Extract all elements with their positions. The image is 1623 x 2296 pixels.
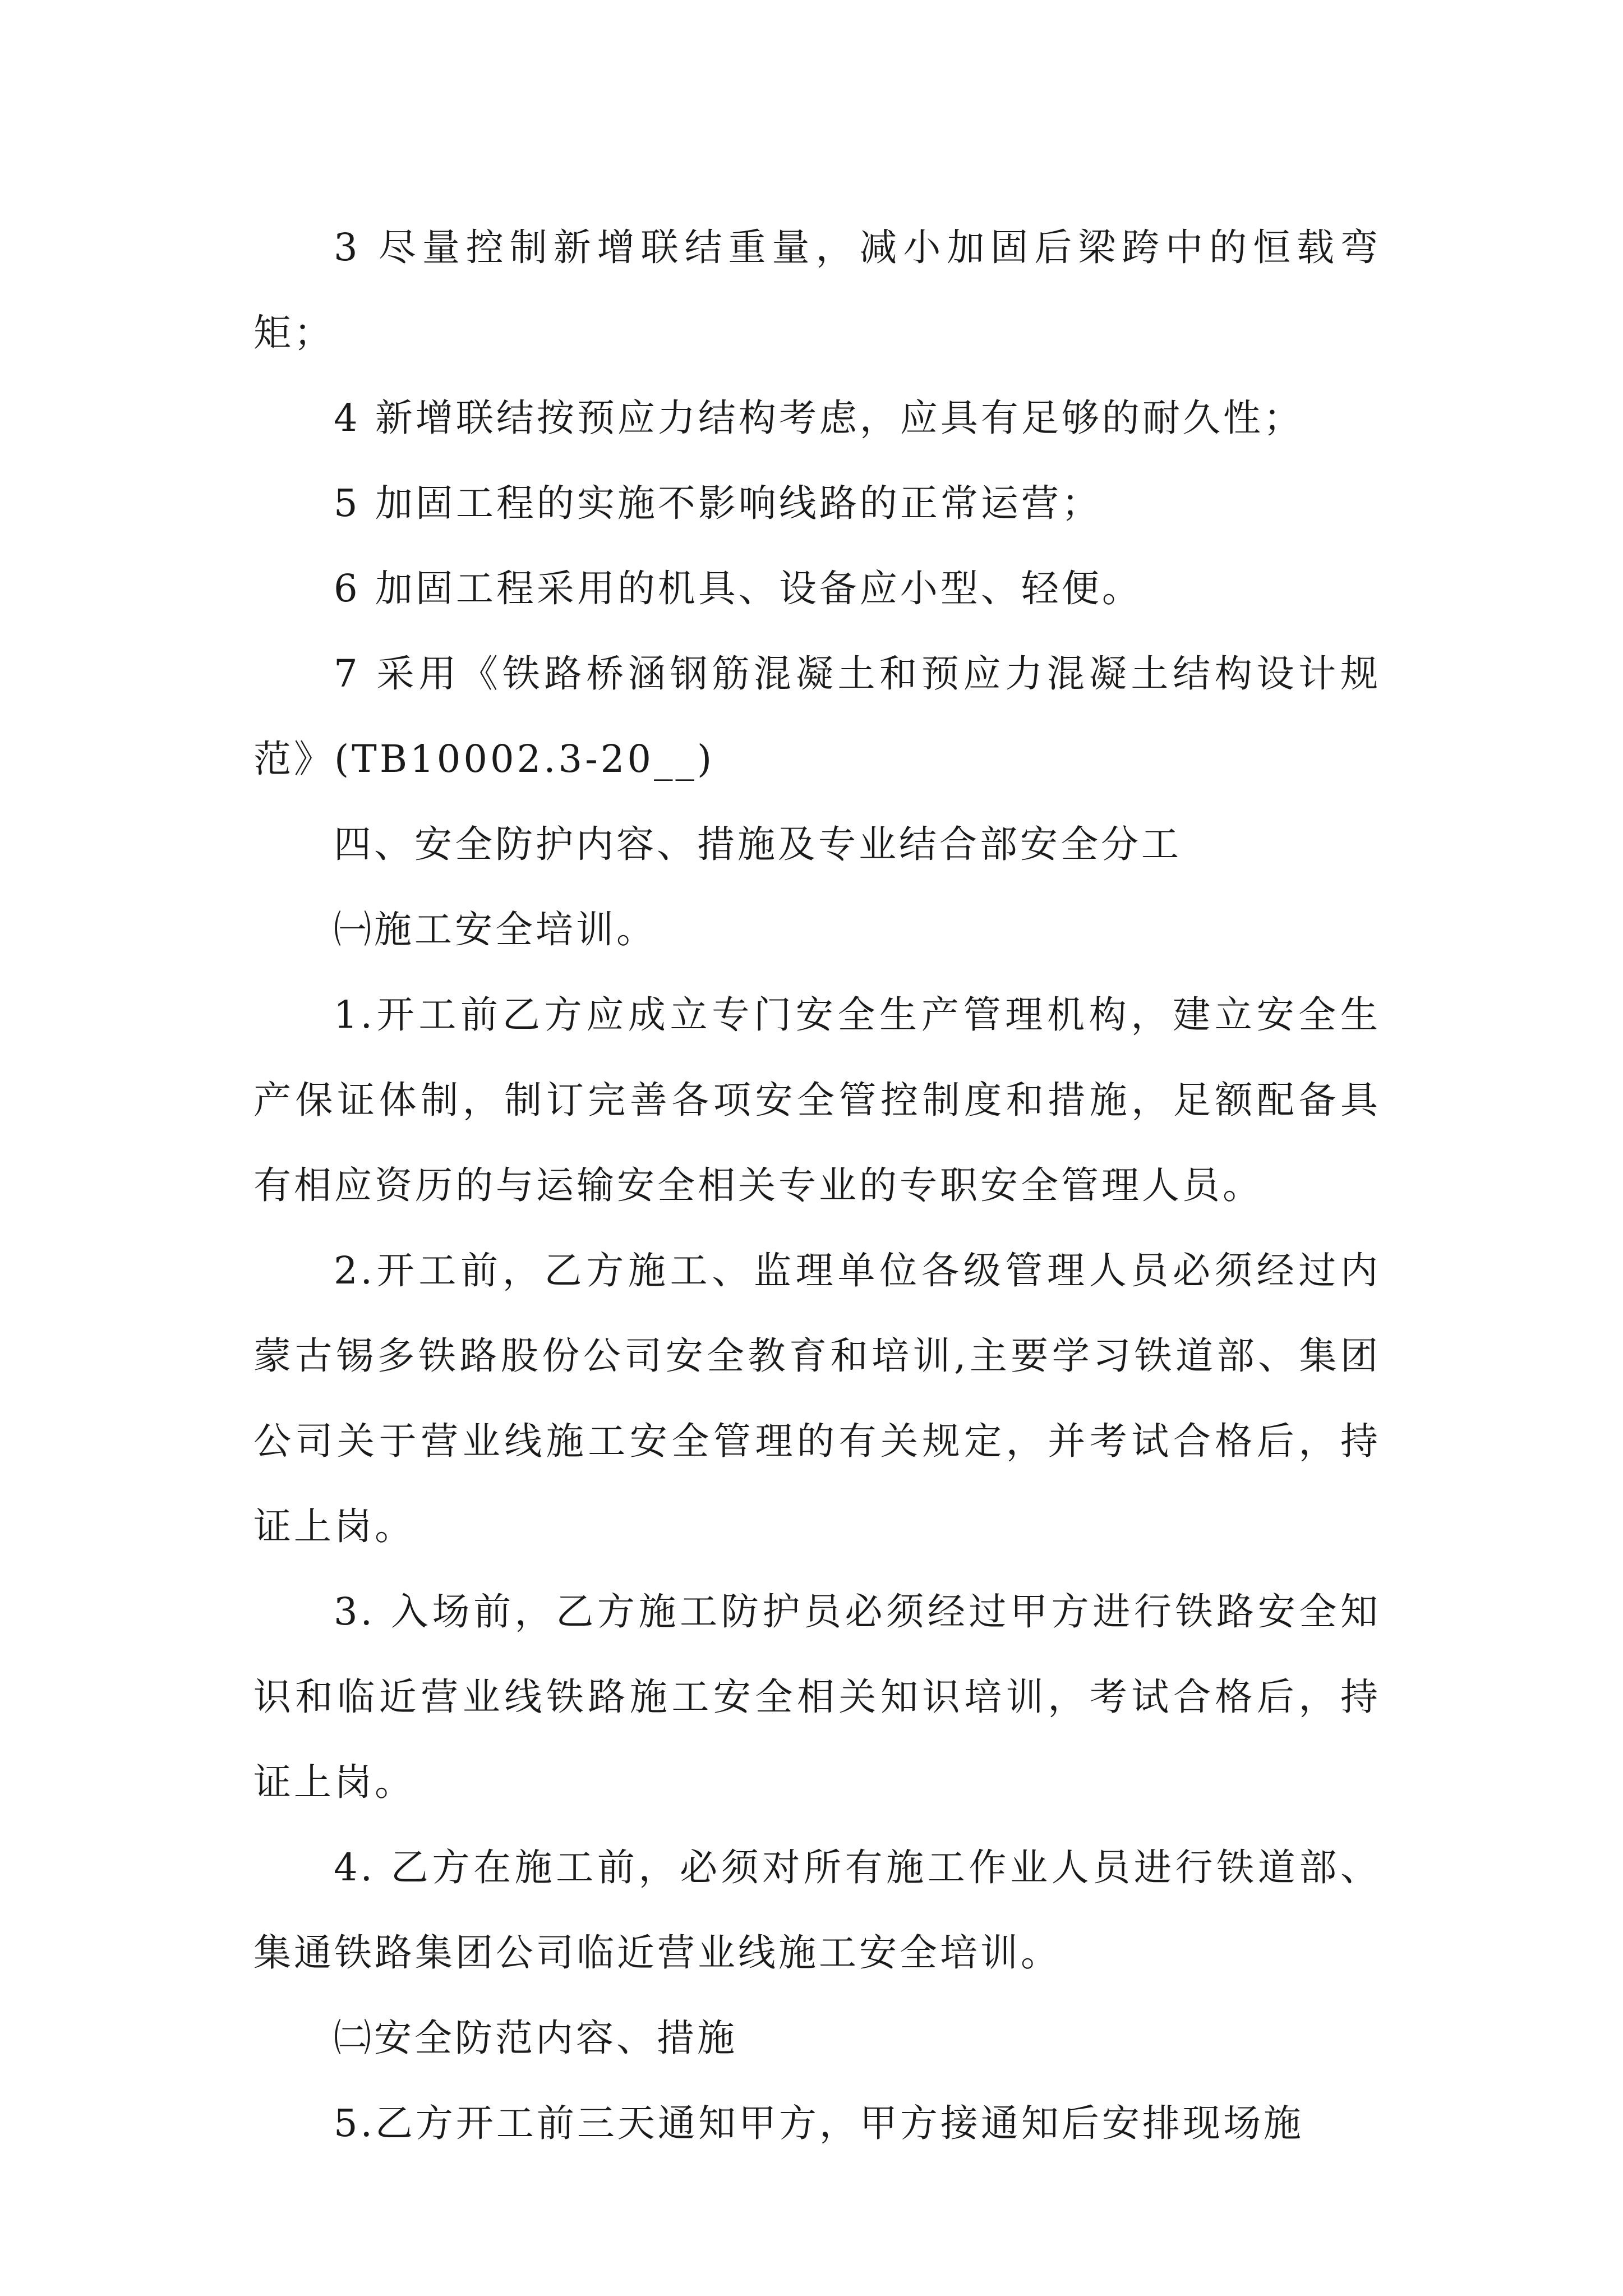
paragraph-training-1: 1.开工前乙方应成立专门安全生产管理机构，建立安全生产保证体制，制订完善各项安全管控制度和措施，足额配备具有相应资历的与运输安全相关专业的专职安全管理人员。 bbox=[253, 993, 1381, 1207]
paragraph-item-3: 3 尽量控制新增联结重量，减小加固后梁跨中的恒载弯矩； bbox=[253, 226, 1381, 355]
subsection-heading-1: ㈠施工安全培训。 bbox=[334, 908, 657, 951]
paragraph-training-4: 4. 乙方在施工前，必须对所有施工作业人员进行铁道部、集通铁路集团公司临近营业线施工安全培训。 bbox=[253, 1846, 1381, 1975]
paragraph-training-2: 2.开工前，乙方施工、监理单位各级管理人员必须经过内蒙古锡多铁路股份公司安全教育和培训,主要学习铁道部、集团公司关于营业线施工安全管理的有关规定，并考试合格后，持证上岗。 bbox=[253, 1249, 1381, 1548]
paragraph-item-5: 5 加固工程的实施不影响线路的正常运营； bbox=[334, 481, 1102, 525]
document-body bbox=[253, 205, 1381, 2166]
subsection-heading-2: ㈡安全防范内容、措施 bbox=[334, 2016, 737, 2060]
section-heading-4: 四、安全防护内容、措施及专业结合部安全分工 bbox=[334, 822, 1182, 866]
paragraph-measures-5: 5.乙方开工前三天通知甲方，甲方接通知后安排现场施 bbox=[334, 2101, 1304, 2145]
paragraph-item-7: 7 采用《铁路桥涵钢筋混凝土和预应力混凝土结构设计规范》(TB10002.3-20__) bbox=[253, 652, 1381, 781]
paragraph-item-4: 4 新增联结按预应力结构考虑，应具有足够的耐久性； bbox=[334, 396, 1304, 440]
paragraph-training-3: 3. 入场前，乙方施工防护员必须经过甲方进行铁路安全知识和临近营业线铁路施工安全相关知识培训，考试合格后，持证上岗。 bbox=[253, 1590, 1381, 1804]
paragraph-item-6: 6 加固工程采用的机具、设备应小型、轻便。 bbox=[334, 567, 1142, 610]
